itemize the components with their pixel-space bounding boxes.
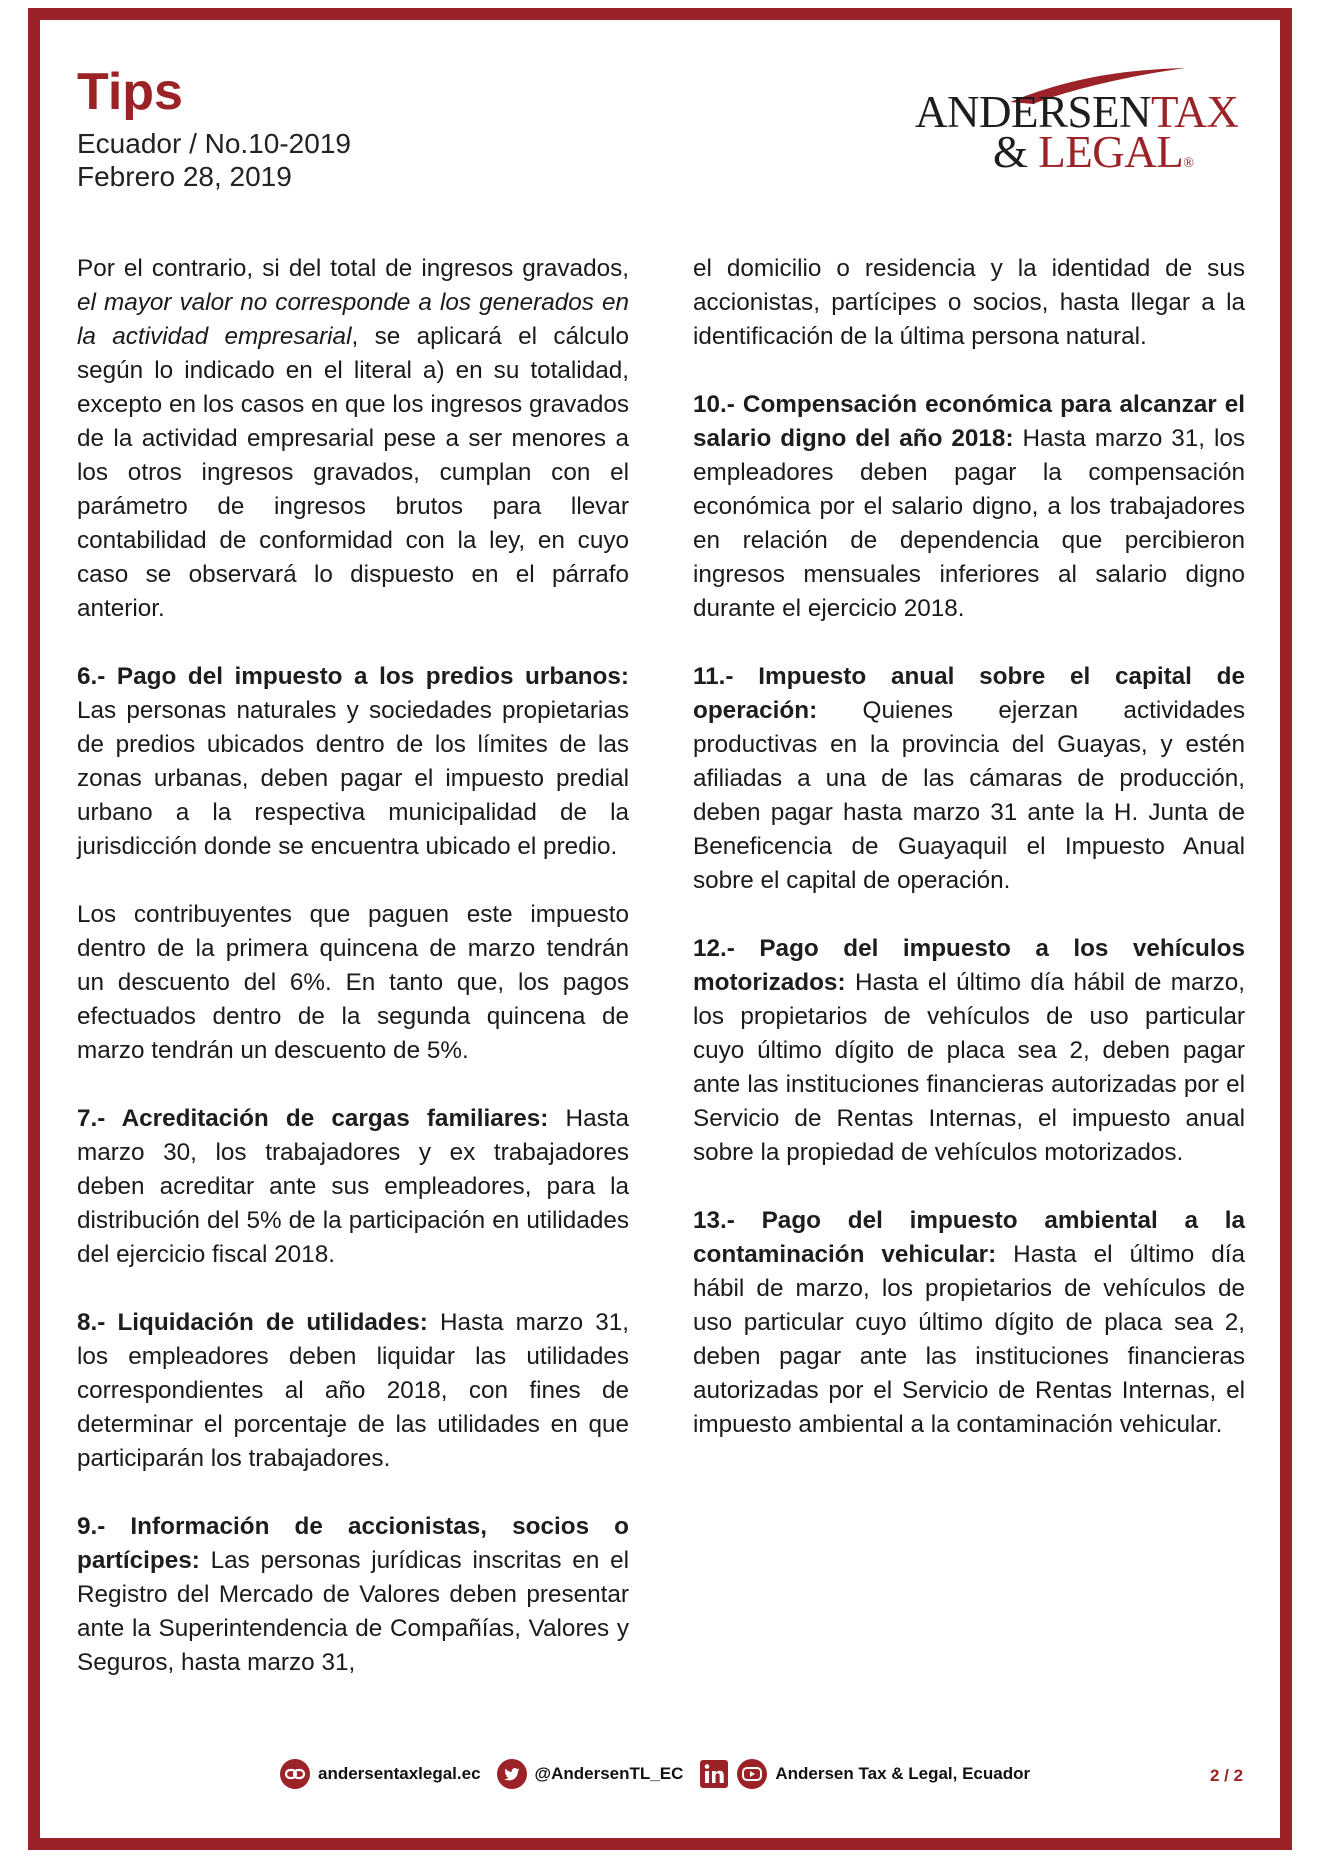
section-12	[693, 932, 1245, 1170]
footer-twitter[interactable]	[497, 1759, 684, 1789]
issue-date: Febrero 28, 2019	[77, 161, 292, 192]
section-7	[77, 1102, 629, 1272]
section-8	[77, 1306, 629, 1476]
left-column	[77, 252, 629, 1680]
logo-legal: LEGAL	[1038, 127, 1184, 177]
section-6	[77, 660, 629, 864]
section-6-heading: 6.- Pago del impuesto a los predios urbanos:	[77, 663, 629, 690]
logo-tax: TAX	[1151, 87, 1239, 137]
italic-text: el mayor valor no corresponde a los generados en la actividad empresarial	[77, 289, 629, 350]
section-12-body: Hasta el último día hábil de marzo, los propietarios de vehículos de uso particular cuyo último dígito de placa sea 2, deben pagar ante las instituciones financieras autorizadas por el Servicio de Rentas Internas, el impuesto anual sobre la propiedad de vehículos motorizados.	[693, 969, 1245, 1166]
section-10-heading: 10.- Compensación económica para alcanzar el salario digno del año 2018:	[693, 391, 1245, 452]
section-6-body: Las personas naturales y sociedades propietarias de predios ubicados dentro de los límites de las zonas urbanas, deben pagar el impuesto predial urbano a la respectiva municipalidad de la jurisdicción donde se encuentra ubicado el predio.	[77, 697, 629, 860]
logo-amp: &	[993, 127, 1028, 177]
section-8-heading: 8.- Liquidación de utilidades:	[77, 1309, 428, 1336]
right-column	[693, 252, 1245, 1442]
section-10-body: Hasta marzo 31, los empleadores deben pagar la compensación económica por el salario digno, a los trabajadores en relación de dependencia que percibieron ingresos mensuales inferiores al salario digno durante el ejercicio 2018.	[693, 425, 1245, 622]
section-9-body: Las personas jurídicas inscritas en el Registro del Mercado de Valores deben presentar ante la Superintendencia de Compañías, Valores y Seguros, hasta marzo 31,	[77, 1547, 629, 1676]
social-name[interactable]: Andersen Tax & Legal, Ecuador	[775, 1764, 1031, 1783]
section-11-body: Quienes ejerzan actividades productivas en la provincia del Guayas, y estén afiliadas a una de las cámaras de producción, deben pagar hasta marzo 31 ante la H. Junta de Beneficencia de Guayaquil el Impuesto Anual sobre el capital de operación.	[693, 697, 1245, 894]
logo-line-2	[993, 127, 1194, 177]
text: , se aplicará el cálculo según lo indicado en el literal a) en su totalidad, excepto en los casos en que los ingresos gravados de la actividad empresarial pese a ser menores a los otros ingresos gravados, cumplan con el parámetro de ingresos brutos para llevar contabilidad de conformidad con la ley, en cuyo caso se observará lo dispuesto en el párrafo anterior.	[77, 323, 629, 622]
section-12-heading: 12.- Pago del impuesto a los vehículos motorizados:	[693, 935, 1245, 996]
website-link[interactable]: andersentaxlegal.ec	[318, 1764, 481, 1783]
twitter-icon	[497, 1759, 527, 1789]
section-9	[77, 1510, 629, 1680]
paragraph-intro	[77, 252, 629, 626]
footer	[280, 1757, 1046, 1791]
text: Por el contrario, si del total de ingresos gravados,	[77, 255, 629, 282]
section-11-heading: 11.- Impuesto anual sobre el capital de operación:	[693, 663, 1245, 724]
page-title: Tips	[77, 63, 183, 121]
footer-website[interactable]	[280, 1759, 481, 1789]
section-13-body: Hasta el último día hábil de marzo, los propietarios de vehículos de uso particular cuyo último dígito de placa sea 2, deben pagar ante las instituciones financieras autorizadas por el Servicio de Rentas Internas, el impuesto ambiental a la contaminación vehicular.	[693, 1241, 1245, 1438]
section-13	[693, 1204, 1245, 1442]
footer-social[interactable]	[699, 1759, 1030, 1789]
twitter-handle[interactable]: @AndersenTL_EC	[534, 1764, 684, 1783]
youtube-icon	[737, 1759, 767, 1789]
andersen-logo	[915, 66, 1250, 176]
section-6-discount: Los contribuyentes que paguen este impuesto dentro de la primera quincena de marzo tendrán un descuento del 6%. En tanto que, los pagos efectuados dentro de la segunda quincena de marzo tendrán un descuento de 5%.	[77, 901, 629, 1064]
link-icon	[280, 1759, 310, 1789]
section-9-heading: 9.- Información de accionistas, socios o partícipes:	[77, 1513, 629, 1574]
section-13-heading: 13.- Pago del impuesto ambiental a la contaminación vehicular:	[693, 1207, 1245, 1268]
section-7-body: Hasta marzo 30, los trabajadores y ex trabajadores deben acreditar ante sus empleadores, para la distribución del 5% de la participación en utilidades del ejercicio fiscal 2018.	[77, 1105, 629, 1268]
section-11	[693, 660, 1245, 898]
section-10	[693, 388, 1245, 626]
section-7-heading: 7.- Acreditación de cargas familiares:	[77, 1105, 549, 1132]
section-9-continued: el domicilio o residencia y la identidad de sus accionistas, partícipes o socios, hasta llegar a la identificación de la última persona natural.	[693, 255, 1245, 350]
logo-andersen: ANDERSEN	[915, 87, 1152, 137]
issue-number: Ecuador / No.10-2019	[77, 128, 351, 159]
page-number: 2 / 2	[1210, 1766, 1244, 1785]
linkedin-icon	[699, 1759, 729, 1789]
section-8-body: Hasta marzo 31, los empleadores deben liquidar las utilidades correspondientes al año 2018, con fines de determinar el porcentaje de las utilidades en que participarán los trabajadores.	[77, 1309, 629, 1472]
logo-registered-mark: ®	[1183, 156, 1194, 171]
